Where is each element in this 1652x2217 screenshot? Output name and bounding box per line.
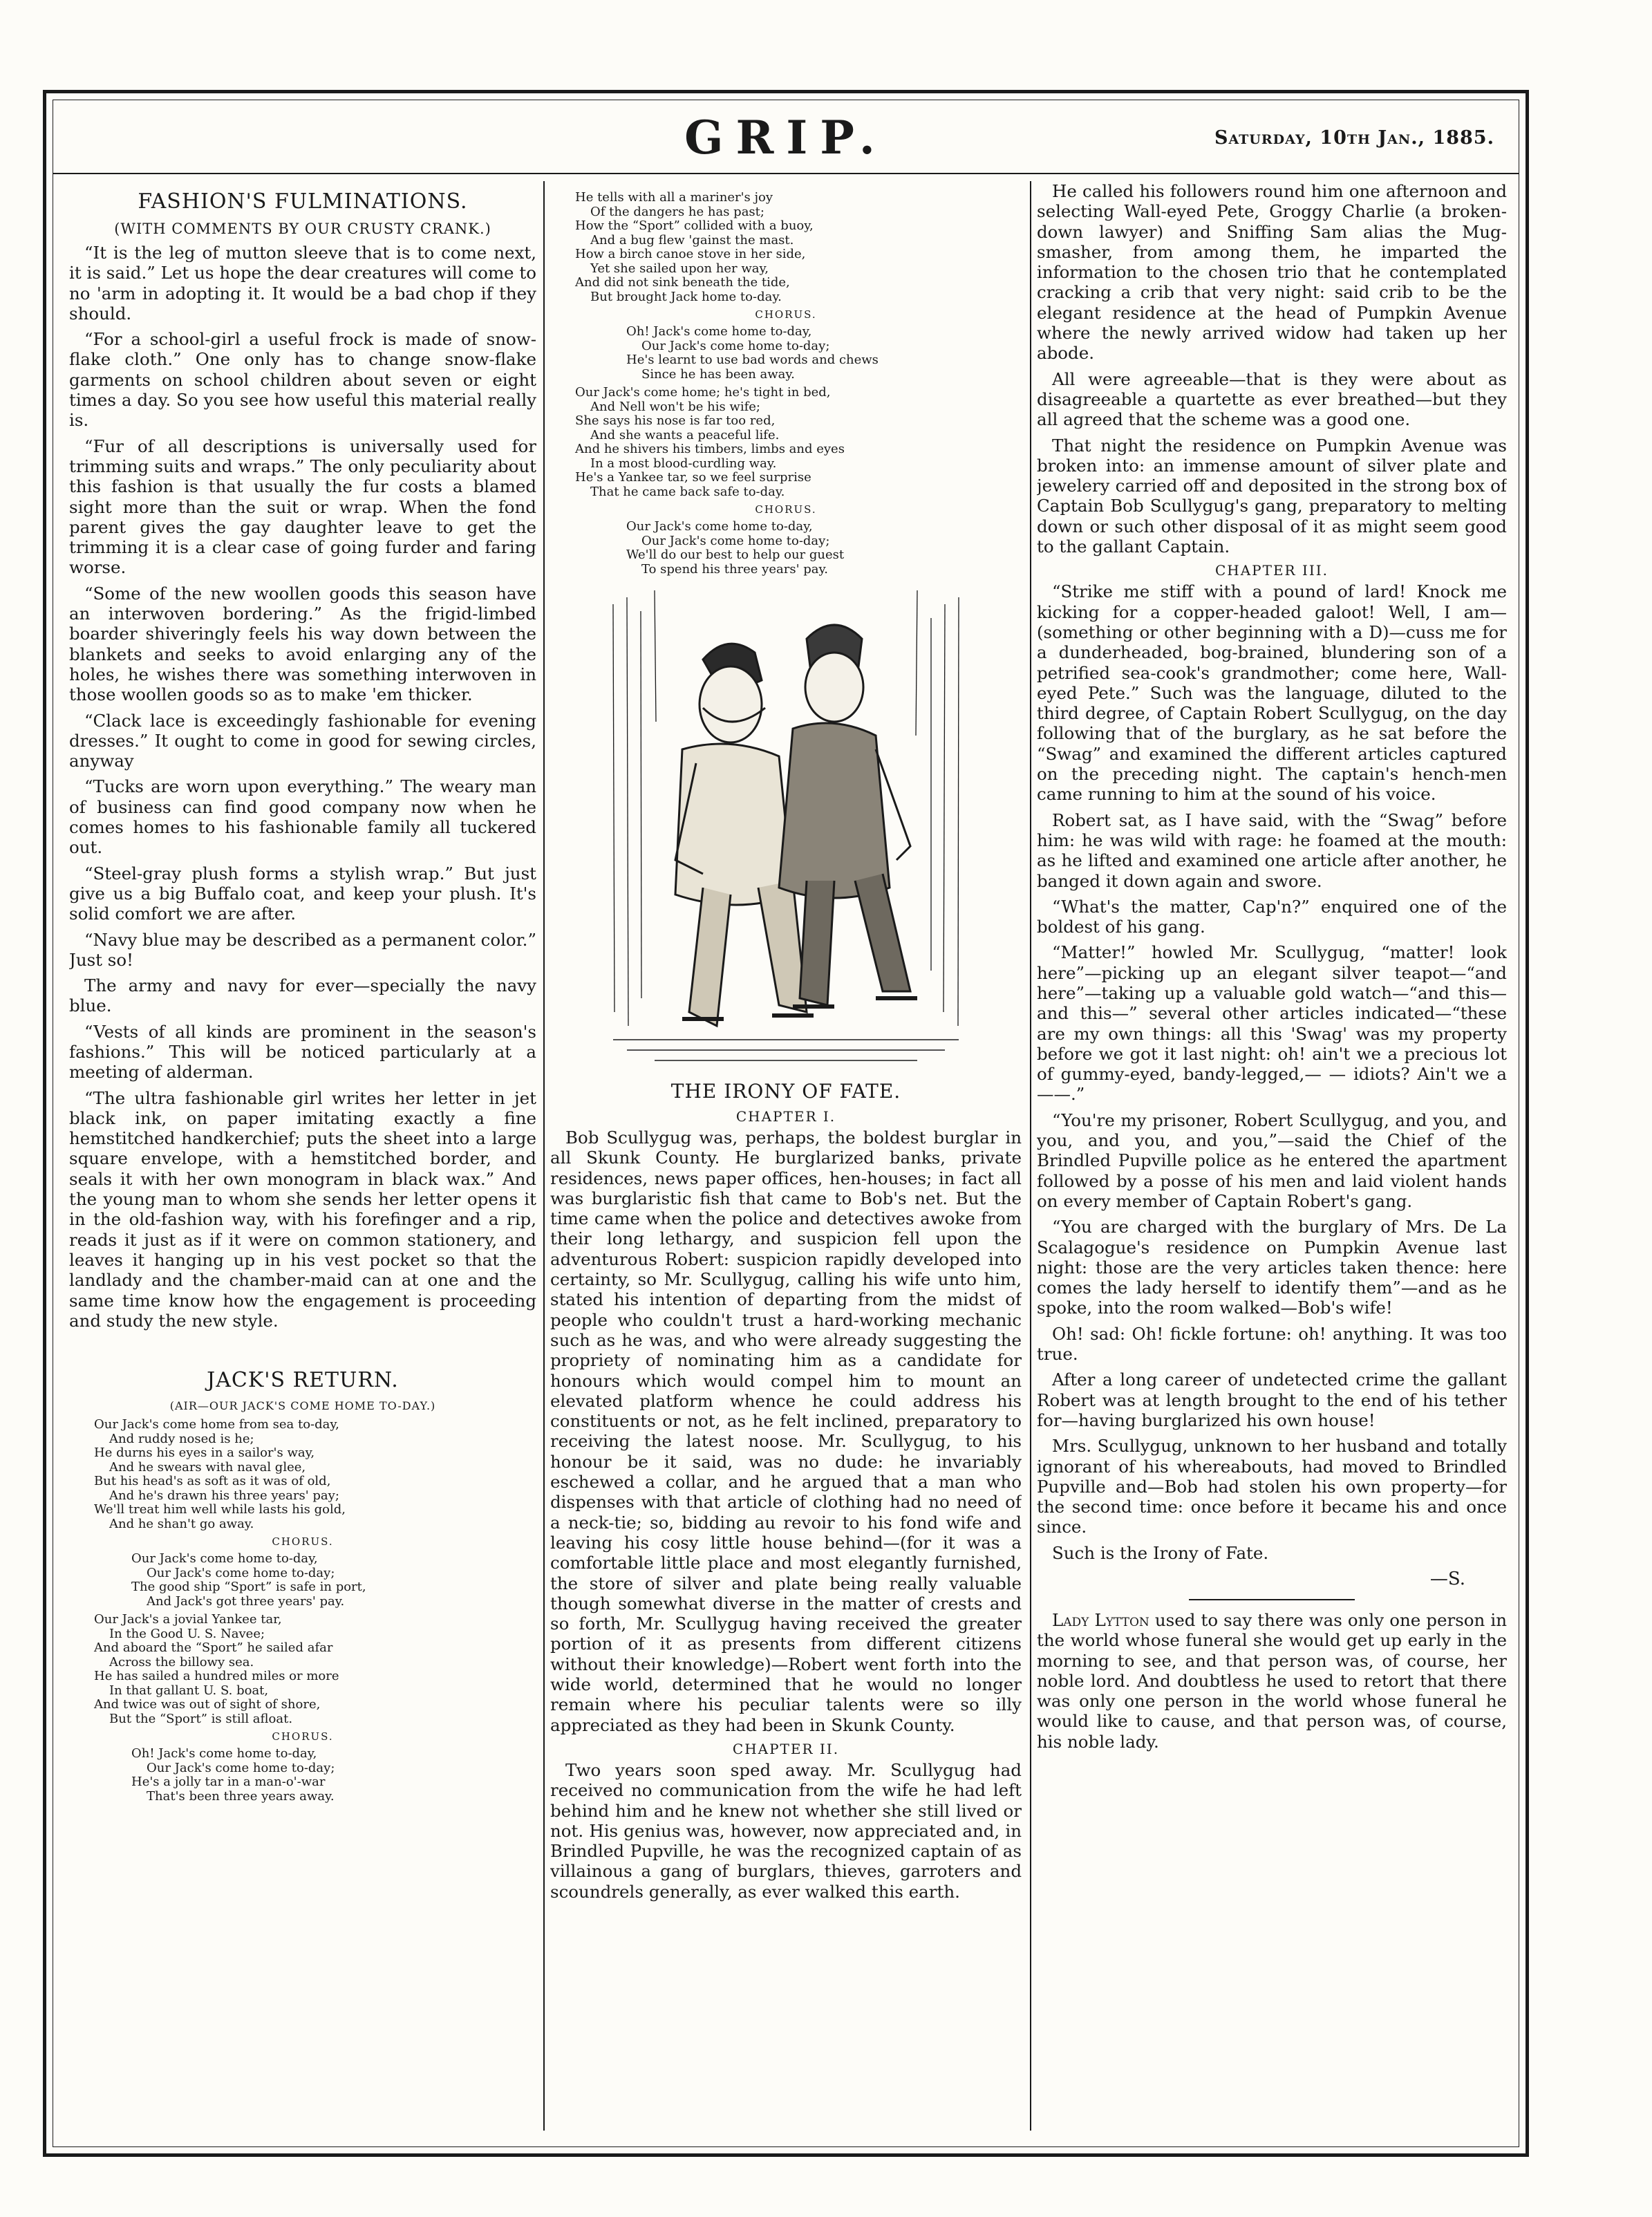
verse-line: And aboard the “Sport” he sailed afar xyxy=(94,1640,333,1656)
verse-line: Oh! Jack's come home to-day, xyxy=(626,324,812,339)
irony-paragraph: Oh! sad: Oh! fickle fortune: oh! anything. It was too true. xyxy=(1037,1323,1507,1365)
column-rule-1 xyxy=(543,181,545,2131)
irony-paragraph: “You are charged with the burglary of Mrs. De La Scalagogue's residence on Pumpkin Avenue last night: those are the very articles taken thence: here comes the lady herself to identify them”—and as he spoke, into the room walked—Bob's wife! xyxy=(1037,1217,1507,1318)
verse-line: He's a jolly tar in a man-o'-war xyxy=(131,1775,326,1790)
verse-line: We'll treat him well while lasts his gold, xyxy=(94,1502,346,1517)
verse-line: He tells with all a mariner's joy xyxy=(575,190,773,205)
verse-chorus-3 xyxy=(550,325,1022,382)
column-right xyxy=(1037,181,1507,2124)
verse-line: Our Jack's come home from sea to-day, xyxy=(94,1417,339,1432)
verse-line: He's a Yankee tar, so we feel surprise xyxy=(575,470,811,485)
dateline: Saturday, 10th Jan., 1885. xyxy=(1214,127,1494,149)
verse-line: And Nell won't be his wife; xyxy=(590,399,760,414)
fashion-paragraph: “For a school-girl a useful frock is made of snow-flake cloth.” One only has to change snow-flake garments on school children about seven or eight times a day. So you see how useful this material really is. xyxy=(69,329,536,431)
fashion-paragraph: “It is the leg of mutton sleeve that is to come next, it is said.” Let us hope the dear creatures will come to no 'arm in adopting it. It would be a bad chop if they should. xyxy=(69,243,536,324)
verse-chorus-4 xyxy=(550,520,1022,577)
irony-paragraph: Bob Scullygug was, perhaps, the boldest burglar in all Skunk County. He burglarized banks, private residences, news paper offices, hen-houses; in fact all was burglaristic fish that came to Bob's net. But the time came when the police and detectives awoke from their long lethargy, and suspicion fell upon the adventurous Robert: suspicion rapidly developed into certainty, so Mr. Scullygug, calling his wife unto him, stated his intention of departing from the midst of people who couldn't trust a hard-working mechanic such as he was, and who were already suggesting the propriety of nominating him as a candidate for honours which would compel him to mount an elevated platform whence he could address his constituents or not, as he felt inclined, preparatory to receiving the latest noose. Mr. Scullygug, to his honour be it said, was no dude: he invariably eschewed a collar, and he argued that a man who dispenses with that article of clothing had no need of a neck-tie; so, bidding au revoir to his fond wife and leaving his cosy little house behind—(for it was a comfortable little place and most elegantly furnished, the store of silver and plate being really valuable though somewhat diverse in the matter of crests and so forth, Mr. Scullygug having received the greater portion of it as presents from different citizens without their knowledge)—Robert went forth into the wide world, determined that he would no longer remain where his peculiar talents were so illy appreciated as they had been in Skunk County. xyxy=(550,1128,1022,1735)
verse-line: In the Good U. S. Navee; xyxy=(109,1626,265,1641)
fashion-subtitle: (WITH COMMENTS BY OUR CRUSTY CRANK.) xyxy=(114,221,491,237)
irony-paragraph: “Strike me stiff with a pound of lard! Knock me kicking for a copper-headed galoot! Well, I am—(something or other beginning with a D)—cuss me for a dunderheaded, bog-brained, blundering son of a petrified sea-cook's grandmother; come here, Wall-eyed Pete.” Such was the language, diluted to the third degree, of Captain Robert Scullygug, on the day following that of the burglary, as he sat before the “Swag” and examined the different articles captured on the preceding night. The captain's hench-men came running to him at the sound of his voice. xyxy=(1037,581,1507,805)
chorus-label: CHORUS. xyxy=(272,1535,334,1549)
verse-stanza-3 xyxy=(550,191,1022,304)
jack-subtitle: (AIR—OUR JACK'S COME HOME TO-DAY.) xyxy=(169,1399,436,1413)
fashion-paragraph: “Fur of all descriptions is universally used for trimming suits and wraps.” The only peculiarity about this fashion is that usually the fur costs a blamed sight more than the suit or wrap. When the fond parent gives the gay daughter leave to get the trimming it is a clear case of going furder and faring worse. xyxy=(69,436,536,578)
verse-chorus-2 xyxy=(69,1747,536,1804)
verse-line: Across the billowy sea. xyxy=(109,1654,254,1669)
verse-line: Oh! Jack's come home to-day, xyxy=(131,1746,317,1761)
verse-stanza-1 xyxy=(69,1418,536,1531)
verse-line: And he shivers his timbers, limbs and eyes xyxy=(575,442,845,456)
verse-line: And he swears with naval glee, xyxy=(109,1459,306,1475)
fashion-paragraph: “Tucks are worn upon everything.” The weary man of business can find good company now when he comes homes to his fashionable family all tuckered out. xyxy=(69,776,536,858)
fashion-paragraph: “Steel-gray plush forms a stylish wrap.” But just give us a big Buffalo coat, and keep your plush. It's solid comfort we are after. xyxy=(69,863,536,924)
column-rule-2 xyxy=(1030,181,1031,2131)
verse-line: How a birch canoe stove in her side, xyxy=(575,247,806,261)
page-header xyxy=(53,104,1519,166)
irony-paragraph: “What's the matter, Cap'n?” enquired one of the boldest of his gang. xyxy=(1037,896,1507,937)
burglars-illustration xyxy=(599,583,973,1067)
verse-line: Yet she sailed upon her way, xyxy=(590,261,769,276)
chorus-label: CHORUS. xyxy=(272,1730,334,1743)
fashion-paragraph: “Vests of all kinds are prominent in the season's fashions.” This will be noticed particularly at a meeting of alderman. xyxy=(69,1021,536,1083)
verse-line: Our Jack's come home to-day; xyxy=(641,533,830,548)
column-middle xyxy=(550,181,1022,2124)
verse-line: The good ship “Sport” is safe in port, xyxy=(131,1580,366,1595)
lytton-paragraph xyxy=(1037,1610,1507,1752)
irony-paragraph: Two years soon sped away. Mr. Scullygug had received no communication from the wife he had left behind him and he knew not whether she still lived or not. His genius was, however, now appreciated and, in Brindled Pupville, he was the recognized captain of as villainous a gang of burglars, thieves, garroters and scoundrels generally, as ever walked this earth. xyxy=(550,1759,1022,1902)
lytton-lead: Lady Lytton xyxy=(1052,1610,1149,1630)
verse-line: Our Jack's come home to-day; xyxy=(147,1565,335,1580)
chorus-label: CHORUS. xyxy=(755,503,817,516)
irony-paragraph: Robert sat, as I have said, with the “Swag” before him: he was wild with rage: he foamed at the mouth: as he lifted and examined one article after another, he banged it down again and swore. xyxy=(1037,810,1507,891)
irony-paragraph: “Matter!” howled Mr. Scullygug, “matter! look here”—picking up an elegant silver teapot—“and here”—taking up a valuable gold watch—“and this—and this—” several other articles indicated—“these are my own things: all this 'Swag' was my property before we got it last night: oh! ain't we a precious lot of gummy-eyed, bandy-legged,— — idiots? Ain't we a——.” xyxy=(1037,942,1507,1105)
fashion-paragraph: “Navy blue may be described as a permanent color.” Just so! xyxy=(69,929,536,970)
verse-line: She says his nose is far too red, xyxy=(575,413,776,428)
verse-line: In that gallant U. S. boat, xyxy=(109,1683,269,1698)
verse-line: And a bug flew 'gainst the mast. xyxy=(590,232,794,247)
engraving-ground-lines xyxy=(613,1040,959,1060)
verse-line: And twice was out of sight of shore, xyxy=(94,1697,321,1712)
fashion-paragraph: “Clack lace is exceedingly fashionable for evening dresses.” It ought to come in good for sewing circles, anyway xyxy=(69,710,536,771)
fashion-title: FASHION'S FULMINATIONS. xyxy=(138,189,468,214)
verse-line: Our Jack's come home to-day, xyxy=(626,519,813,534)
verse-line: Our Jack's come home to-day; xyxy=(147,1760,335,1775)
fashion-paragraph: “The ultra fashionable girl writes her letter in jet black ink, on paper imitating exactly a fine hemstitched handkerchief; puts the sheet into a large square envelope, with a hemstitched border, and seals it with her own monogram in black wax.” And the young man to whom she sends her letter opens it in the old-fashion way, with his forefinger and a rip, reads it just as if it were on common stationery, and leaves it hanging up in his vest pocket so that the landlady and the chamber-maid can at one and the same time know how the engagement is proceeding and study the new style. xyxy=(69,1087,536,1331)
verse-line: How the “Sport” collided with a buoy, xyxy=(575,218,814,233)
verse-line: But his head's as soft as it was of old, xyxy=(94,1474,331,1489)
verse-line: And Jack's got three years' pay. xyxy=(147,1593,345,1609)
chapter-heading: CHAPTER II. xyxy=(732,1740,840,1757)
header-rule xyxy=(53,173,1519,174)
verse-line: In a most blood-curdling way. xyxy=(590,456,777,471)
verse-chorus-1 xyxy=(69,1552,536,1609)
jack-title: JACK'S RETURN. xyxy=(207,1368,399,1393)
verse-line: And he's drawn his three years' pay; xyxy=(109,1488,339,1503)
verse-line: To spend his three years' pay. xyxy=(641,561,828,577)
verse-line: Of the dangers he has past; xyxy=(590,204,764,219)
chapter-heading: CHAPTER I. xyxy=(735,1108,836,1125)
verse-line: He has sailed a hundred miles or more xyxy=(94,1669,339,1684)
verse-line: Our Jack's a jovial Yankee tar, xyxy=(94,1612,282,1627)
irony-paragraph: After a long career of undetected crime the gallant Robert was at length brought to the end of his tether for—having burglarized his own house! xyxy=(1037,1369,1507,1430)
lytton-text: used to say there was only one person in the world whose funeral she would get up early in the morning to see, and that person was, of course, her noble lord. And doubtless he used to retort that there was only one person in the world whose funeral he would like to cause, and that person was, of course, his noble lady. xyxy=(1037,1610,1507,1752)
verse-line: He's learnt to use bad words and chews xyxy=(626,353,879,367)
column-left xyxy=(69,181,536,2103)
verse-line: Our Jack's come home to-day; xyxy=(641,338,830,353)
irony-paragraph: Mrs. Scullygug, unknown to her husband and totally ignorant of his whereabouts, had moved to Brindled Pupville and—Bob had stolen his own property—for the second time: once before it became his and once since. xyxy=(1037,1436,1507,1537)
verse-line: And he shan't go away. xyxy=(109,1516,254,1531)
fashion-paragraph: “Some of the new woollen goods this season have an interwoven bordering.” As the frigid-limbed boarder shiveringly feels his way down between the blankets and seeks to avoid enlarging any of the holes, he wishes there was something interwoven in those woollen goods so as to make 'em thicker. xyxy=(69,583,536,705)
verse-stanza-4 xyxy=(550,386,1022,499)
verse-line: Our Jack's come home; he's tight in bed, xyxy=(575,385,831,400)
chorus-label: CHORUS. xyxy=(755,308,817,321)
verse-line: That he came back safe to-day. xyxy=(590,484,785,499)
irony-title: THE IRONY OF FATE. xyxy=(670,1080,901,1103)
verse-line: But the “Sport” is still afloat. xyxy=(109,1711,293,1726)
verse-line: We'll do our best to help our guest xyxy=(626,548,845,562)
verse-line: But brought Jack home to-day. xyxy=(590,289,782,304)
irony-paragraph: He called his followers round him one afternoon and selecting Wall-eyed Pete, Groggy Charlie (a broken-down lawyer) and Sniffing Sam alias the Mug-smasher, from among them, he imparted the information to the chosen trio that he contemplated cracking a crib that very night: said crib to be the elegant residence at the head of Pumpkin Avenue where the newly arrived widow had taken up her abode. xyxy=(1037,181,1507,364)
verse-line: And she wants a peaceful life. xyxy=(590,427,780,442)
irony-paragraph: “You're my prisoner, Robert Scullygug, and you, and you, and you, and you,”—said the Chief of the Brindled Pupville police as he entered the apartment followed by a posse of his men and laid violent hands on every member of Captain Robert's gang. xyxy=(1037,1110,1507,1211)
verse-line: He durns his eyes in a sailor's way, xyxy=(94,1446,315,1461)
masthead: GRIP. xyxy=(684,111,888,165)
irony-paragraph: Such is the Irony of Fate. xyxy=(1052,1542,1269,1563)
verse-stanza-2 xyxy=(69,1613,536,1726)
verse-line: Since he has been away. xyxy=(641,366,795,382)
verse-line: That's been three years away. xyxy=(147,1788,335,1804)
irony-paragraph: That night the residence on Pumpkin Avenue was broken into: an immense amount of silver plate and jewelery carried off and deposited in the strong box of Captain Bob Scullygug's gang, preparatory to melting down or such other disposal of it as might seem good to the gallant Captain. xyxy=(1037,435,1507,557)
verse-line: And did not sink beneath the tide, xyxy=(575,275,790,290)
verse-line: And ruddy nosed is he; xyxy=(109,1431,254,1446)
chapter-heading: CHAPTER III. xyxy=(1214,562,1329,579)
fashion-paragraph: The army and navy for ever—specially the navy blue. xyxy=(69,975,536,1016)
irony-paragraph: All were agreeable—that is they were about as disagreeable a quartette as ever breathed—but they all agreed that the scheme was a good one. xyxy=(1037,368,1507,430)
section-divider xyxy=(1189,1599,1355,1600)
signature: —S. xyxy=(1429,1569,1465,1589)
verse-line: Our Jack's come home to-day, xyxy=(131,1551,318,1566)
